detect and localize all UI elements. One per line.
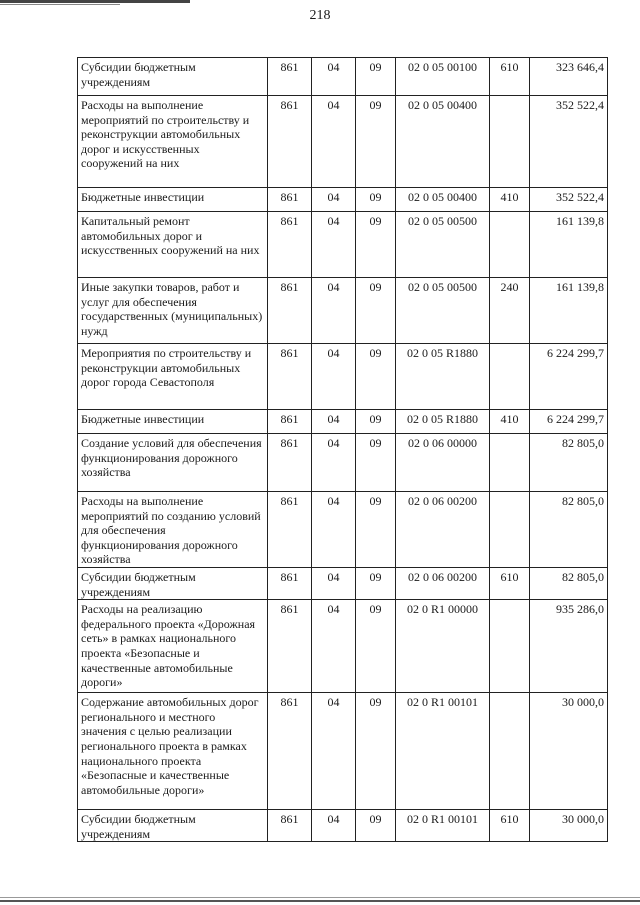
cell-target-article: 02 0 R1 00101 [396, 693, 490, 810]
table-row [78, 693, 608, 810]
cell-expense-type [490, 434, 530, 492]
cell-section: 04 [312, 600, 356, 693]
cell-subsection: 09 [356, 568, 396, 600]
bottom-edge-mark-thin [0, 897, 640, 898]
cell-expense-type [490, 96, 530, 188]
cell-grbs: 861 [268, 410, 312, 434]
cell-name: Содержание автомобильных дорог регионального и местного значения с целью реализации регионального проекта в рамках национального проекта «Безопасные и качественные автомобильные дороги» [78, 693, 268, 810]
cell-section: 04 [312, 58, 356, 96]
table-row [78, 278, 608, 344]
cell-section: 04 [312, 568, 356, 600]
cell-name: Расходы на выполнение мероприятий по строительству и реконструкции автомобильных дорог и искусственных сооружений на них [78, 96, 268, 188]
table-row [78, 410, 608, 434]
cell-subsection: 09 [356, 600, 396, 693]
table-row [78, 344, 608, 410]
table-row [78, 212, 608, 278]
bottom-edge-mark [0, 900, 640, 902]
cell-target-article: 02 0 05 00400 [396, 188, 490, 212]
cell-expense-type: 610 [490, 568, 530, 600]
cell-expense-type [490, 344, 530, 410]
cell-name: Бюджетные инвестиции [78, 188, 268, 212]
cell-grbs: 861 [268, 212, 312, 278]
cell-subsection: 09 [356, 693, 396, 810]
cell-subsection: 09 [356, 188, 396, 212]
cell-grbs: 861 [268, 96, 312, 188]
cell-section: 04 [312, 278, 356, 344]
cell-expense-type: 410 [490, 410, 530, 434]
cell-target-article: 02 0 05 R1880 [396, 344, 490, 410]
cell-section: 04 [312, 344, 356, 410]
table-row [78, 58, 608, 96]
cell-target-article: 02 0 06 00200 [396, 492, 490, 568]
cell-subsection: 09 [356, 278, 396, 344]
cell-grbs: 861 [268, 568, 312, 600]
cell-section: 04 [312, 693, 356, 810]
cell-grbs: 861 [268, 810, 312, 842]
cell-amount: 30 000,0 [530, 810, 608, 842]
cell-grbs: 861 [268, 492, 312, 568]
cell-amount: 6 224 299,7 [530, 410, 608, 434]
cell-subsection: 09 [356, 810, 396, 842]
cell-amount: 82 805,0 [530, 434, 608, 492]
cell-name: Субсидии бюджетным учреждениям [78, 58, 268, 96]
cell-amount: 935 286,0 [530, 600, 608, 693]
cell-expense-type [490, 600, 530, 693]
cell-name: Мероприятия по строительству и реконструкции автомобильных дорог города Севастополя [78, 344, 268, 410]
cell-expense-type: 240 [490, 278, 530, 344]
cell-target-article: 02 0 05 00400 [396, 96, 490, 188]
table-row [78, 810, 608, 842]
cell-amount: 352 522,4 [530, 96, 608, 188]
page-number: 218 [309, 8, 331, 23]
cell-subsection: 09 [356, 344, 396, 410]
cell-target-article: 02 0 05 00500 [396, 212, 490, 278]
cell-expense-type [490, 693, 530, 810]
cell-expense-type: 610 [490, 58, 530, 96]
cell-grbs: 861 [268, 344, 312, 410]
cell-section: 04 [312, 492, 356, 568]
cell-grbs: 861 [268, 58, 312, 96]
cell-expense-type: 410 [490, 188, 530, 212]
cell-name: Расходы на выполнение мероприятий по созданию условий для обеспечения функционирования дорожного хозяйства [78, 492, 268, 568]
table-row [78, 188, 608, 212]
cell-section: 04 [312, 212, 356, 278]
cell-grbs: 861 [268, 600, 312, 693]
cell-amount: 82 805,0 [530, 568, 608, 600]
cell-name: Капитальный ремонт автомобильных дорог и искусственных сооружений на них [78, 212, 268, 278]
cell-section: 04 [312, 810, 356, 842]
cell-expense-type [490, 492, 530, 568]
cell-name: Субсидии бюджетным учреждениям [78, 810, 268, 842]
cell-grbs: 861 [268, 693, 312, 810]
top-edge-mark [0, 0, 190, 3]
cell-subsection: 09 [356, 434, 396, 492]
table-row [78, 568, 608, 600]
cell-amount: 6 224 299,7 [530, 344, 608, 410]
cell-section: 04 [312, 188, 356, 212]
cell-name: Расходы на реализацию федерального проекта «Дорожная сеть» в рамках национального проекта «Безопасные и качественные автомобильные дороги» [78, 600, 268, 693]
cell-target-article: 02 0 05 00100 [396, 58, 490, 96]
cell-grbs: 861 [268, 278, 312, 344]
top-edge-mark-thin [0, 4, 120, 5]
table-row [78, 600, 608, 693]
cell-subsection: 09 [356, 492, 396, 568]
cell-target-article: 02 0 R1 00000 [396, 600, 490, 693]
cell-target-article: 02 0 06 00000 [396, 434, 490, 492]
cell-amount: 352 522,4 [530, 188, 608, 212]
cell-name: Иные закупки товаров, работ и услуг для обеспечения государственных (муниципальных) нужд [78, 278, 268, 344]
cell-amount: 30 000,0 [530, 693, 608, 810]
cell-target-article: 02 0 R1 00101 [396, 810, 490, 842]
cell-amount: 82 805,0 [530, 492, 608, 568]
cell-target-article: 02 0 05 R1880 [396, 410, 490, 434]
cell-section: 04 [312, 96, 356, 188]
cell-name: Создание условий для обеспечения функционирования дорожного хозяйства [78, 434, 268, 492]
cell-subsection: 09 [356, 410, 396, 434]
cell-name: Субсидии бюджетным учреждениям [78, 568, 268, 600]
cell-amount: 161 139,8 [530, 212, 608, 278]
cell-subsection: 09 [356, 58, 396, 96]
cell-grbs: 861 [268, 188, 312, 212]
budget-table [77, 57, 608, 842]
cell-section: 04 [312, 434, 356, 492]
cell-target-article: 02 0 06 00200 [396, 568, 490, 600]
cell-subsection: 09 [356, 212, 396, 278]
cell-expense-type [490, 212, 530, 278]
cell-name: Бюджетные инвестиции [78, 410, 268, 434]
cell-grbs: 861 [268, 434, 312, 492]
table-body [78, 58, 608, 842]
cell-section: 04 [312, 410, 356, 434]
table-row [78, 96, 608, 188]
cell-amount: 323 646,4 [530, 58, 608, 96]
cell-amount: 161 139,8 [530, 278, 608, 344]
table-row [78, 492, 608, 568]
cell-expense-type: 610 [490, 810, 530, 842]
table-row [78, 434, 608, 492]
cell-subsection: 09 [356, 96, 396, 188]
cell-target-article: 02 0 05 00500 [396, 278, 490, 344]
